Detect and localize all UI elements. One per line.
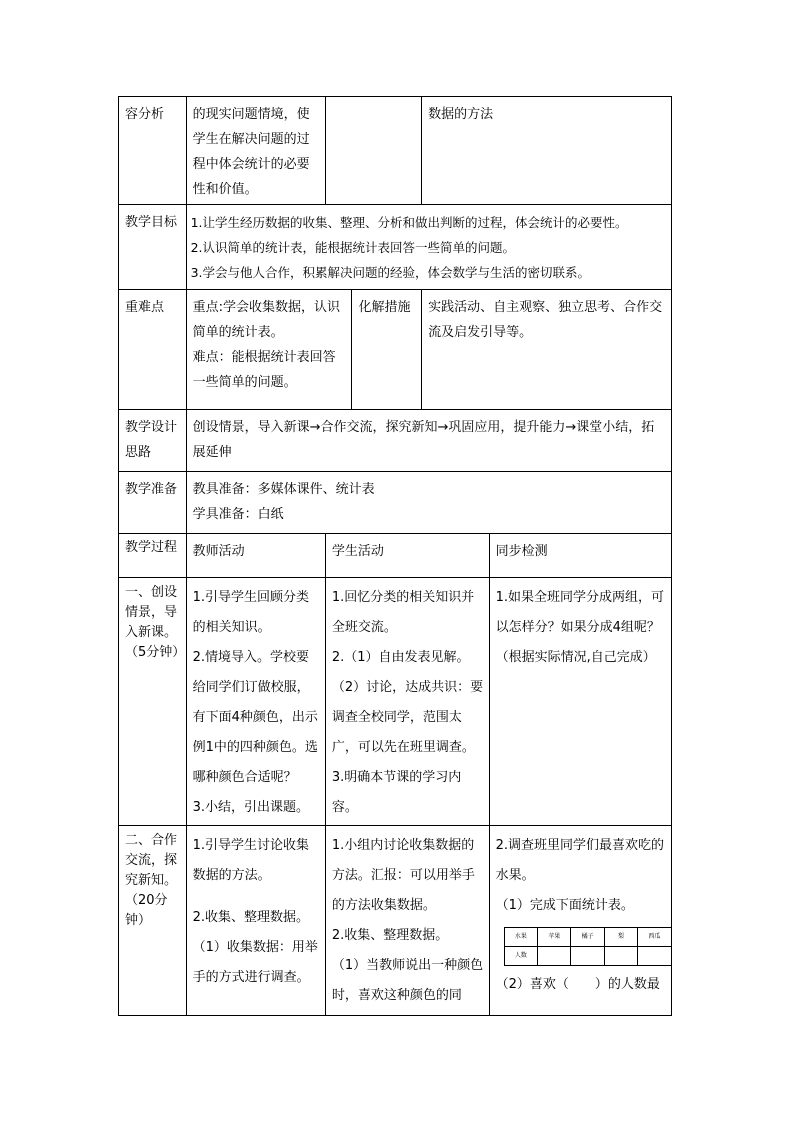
content-analysis-empty-cell — [325, 97, 421, 205]
stage1-teacher — [186, 578, 325, 826]
preparation-text — [186, 472, 671, 534]
student-activity-header: 学生活动 — [325, 534, 489, 578]
stage2-row — [119, 826, 672, 1016]
stage2-teacher-2: 2.收集、整理数据。 — [192, 910, 309, 925]
preparation-row — [119, 472, 672, 534]
stage2-teacher — [186, 826, 325, 1016]
fruit-table-blank-cell[interactable] — [538, 947, 571, 966]
stage2-check — [489, 826, 671, 1016]
fruit-table-blank-cell[interactable] — [604, 947, 637, 966]
measures-label: 化解措施 — [352, 290, 422, 410]
fruit-table-header-cell: 苹果 — [538, 928, 571, 947]
fruit-table-header-cell: 西瓜 — [638, 928, 671, 947]
stage1-student-4: 3.明确本节课的学习内容。 — [331, 770, 462, 815]
stage2-label: 二、合作交流，探究新知。（20分钟） — [119, 826, 187, 1016]
student-preparation: 学具准备：白纸 — [192, 507, 284, 522]
fruit-table-blank-cell[interactable] — [638, 947, 671, 966]
stage1-teacher-3: 3.小结，引出课题。 — [192, 800, 309, 815]
objectives-text — [186, 205, 671, 290]
key-difficult-points — [186, 290, 352, 410]
objective-2: 2.认识简单的统计表，能根据统计表回答一些简单的问题。 — [190, 240, 516, 255]
content-analysis-text: 的现实问题情境，使学生在解决问题的过程中体会统计的必要性和价值。 — [186, 97, 325, 205]
stage1-check — [489, 578, 671, 826]
process-header-row — [119, 534, 672, 578]
stage1-teacher-2: 2.情境导入。学校要给同学们订做校服，有下面4种颜色，出示例1中的四种颜色。选哪种颜色合适呢？ — [192, 650, 318, 785]
stage1-check-2: （根据实际情况,自己完成） — [495, 650, 656, 665]
preparation-label: 教学准备 — [119, 472, 187, 534]
stage2-check-2: （1）完成下面统计表。 — [495, 898, 634, 913]
stage2-check-1: 2.调查班里同学们最喜欢吃的水果。 — [495, 838, 665, 883]
stage1-student-1: 1.回忆分类的相关知识并全班交流。 — [331, 590, 475, 635]
design-label: 教学设计思路 — [119, 410, 187, 472]
fruit-table-count-row — [504, 947, 671, 966]
objective-1: 1.让学生经历数据的收集、整理、分析和做出判断的过程，体会统计的必要性。 — [190, 215, 628, 230]
stage2-student-3: （1）当教师说出一种颜色时，喜欢这种颜色的同 — [331, 958, 484, 1003]
design-text: 创设情景，导入新课→合作交流，探究新知→巩固应用，提升能力→课堂小结，拓展延伸 — [186, 410, 671, 472]
stage2-teacher-1: 1.引导学生讨论收集数据的方法。 — [192, 838, 309, 883]
teacher-activity-header: 教师活动 — [186, 534, 325, 578]
objectives-row — [119, 205, 672, 290]
stage1-student-2: 2.（1）自由发表见解。 — [331, 650, 470, 665]
stage2-student-1: 1.小组内讨论收集数据的方法。汇报：可以用举手的方法收集数据。 — [331, 838, 475, 913]
stage2-check-3: （2）喜欢（ ）的人数最 — [495, 977, 660, 992]
sync-check-header: 同步检测 — [489, 534, 671, 578]
stage1-label: 一、创设情景，导入新课。（5分钟） — [119, 578, 187, 826]
stage2-teacher-3: （1）收集数据：用举手的方式进行调查。 — [192, 940, 318, 985]
content-analysis-row — [119, 97, 672, 205]
key-point: 重点:学会收集数据，认识简单的统计表。 — [192, 300, 340, 340]
process-label: 教学过程 — [119, 534, 187, 578]
content-analysis-method: 数据的方法 — [422, 97, 672, 205]
difficult-point: 难点：能根据统计表回答一些简单的问题。 — [192, 350, 336, 390]
fruit-table-header-row — [504, 928, 671, 947]
content-analysis-label: 容分析 — [119, 97, 187, 205]
fruit-table-header-cell: 梨 — [604, 928, 637, 947]
stage2-student-2: 2.收集、整理数据。 — [331, 928, 449, 943]
design-row — [119, 410, 672, 472]
fruit-table-blank-cell[interactable] — [571, 947, 604, 966]
stage1-check-1: 1.如果全班同学分成两组，可以怎样分？如果分成4组呢？ — [495, 590, 665, 635]
stage1-teacher-1: 1.引导学生回顾分类的相关知识。 — [192, 590, 309, 635]
fruit-table-header-cell: 橘子 — [571, 928, 604, 947]
stage1-student-3: （2）讨论，达成共识：要调查全校同学，范围太广，可以先在班里调查。 — [331, 680, 484, 755]
fruit-table-row-label: 人数 — [504, 947, 537, 966]
lesson-plan-table — [118, 96, 672, 1016]
key-points-row — [119, 290, 672, 410]
fruit-table-header-cell: 水果 — [504, 928, 537, 947]
stage2-student — [325, 826, 489, 1016]
fruit-stat-table — [504, 927, 672, 966]
objective-3: 3.学会与他人合作，积累解决问题的经验，体会数学与生活的密切联系。 — [190, 265, 591, 280]
objectives-label: 教学目标 — [119, 205, 187, 290]
teacher-preparation: 教具准备：多媒体课件、统计表 — [192, 482, 375, 497]
stage1-student — [325, 578, 489, 826]
lesson-plan-document — [118, 96, 672, 1016]
measures-text: 实践活动、自主观察、独立思考、合作交流及启发引导等。 — [422, 290, 672, 410]
key-points-label: 重难点 — [119, 290, 187, 410]
stage1-row — [119, 578, 672, 826]
